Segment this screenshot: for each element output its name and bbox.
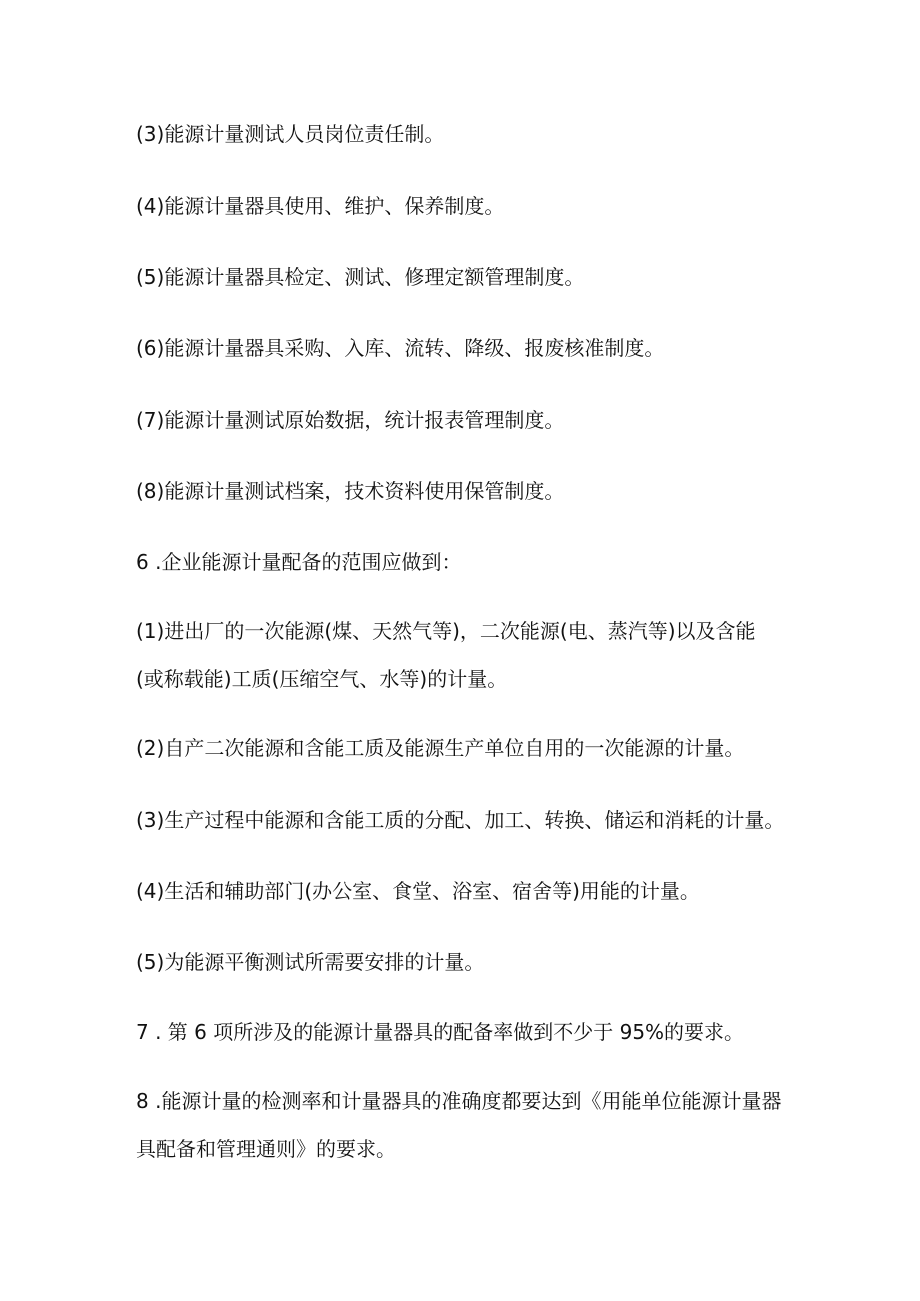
paragraph-5-verification (136, 253, 796, 301)
text-line: 7 . 第 6 项所涉及的能源计量器具的配备率做到不少于 95%的要求。 (136, 1020, 745, 1044)
paragraph-4-auxiliary (136, 867, 796, 915)
text-line: (8)能源计量测试档案，技术资料使用保管制度。 (136, 479, 565, 503)
text-line: (7)能源计量测试原始数据，统计报表管理制度。 (136, 408, 565, 432)
paragraph-3-responsibility (136, 110, 796, 158)
text-line: (4)能源计量器具使用、维护、保养制度。 (136, 194, 505, 218)
text-line: (4)生活和辅助部门(办公室、食堂、浴室、宿舍等)用能的计量。 (136, 879, 700, 903)
paragraph-6-procurement (136, 324, 796, 372)
text-line: (3)生产过程中能源和含能工质的分配、加工、转换、储运和消耗的计量。 (136, 808, 785, 832)
text-line: (1)进出厂的一次能源(煤、天然气等)，二次能源(电、蒸汽等)以及含能 (136, 619, 756, 643)
section-8-accuracy (136, 1077, 796, 1173)
paragraph-7-raw-data (136, 396, 796, 444)
text-line: (6)能源计量器具采购、入库、流转、降级、报废核准制度。 (136, 336, 665, 360)
text-line: (5)为能源平衡测试所需要安排的计量。 (136, 950, 485, 974)
paragraph-2-self-produced (136, 724, 796, 772)
text-line: (或称载能)工质(压缩空气、水等)的计量。 (136, 667, 508, 691)
text-line: (2)自产二次能源和含能工质及能源生产单位自用的一次能源的计量。 (136, 736, 745, 760)
text-line: 具配备和管理通则》的要求。 (136, 1137, 396, 1161)
paragraph-8-archives (136, 467, 796, 515)
text-line: 6 .企业能源计量配备的范围应做到： (136, 550, 462, 574)
section-7-rate (136, 1008, 796, 1056)
paragraph-5-balance-test (136, 938, 796, 986)
text-line: (5)能源计量器具检定、测试、修理定额管理制度。 (136, 265, 585, 289)
section-6-heading (136, 538, 796, 586)
paragraph-3-production (136, 796, 796, 844)
text-line: 8 .能源计量的检测率和计量器具的准确度都要达到《用能单位能源计量器 (136, 1089, 782, 1113)
paragraph-4-maintenance (136, 182, 796, 230)
paragraph-1-import-export (136, 607, 796, 703)
text-line: (3)能源计量测试人员岗位责任制。 (136, 122, 445, 146)
